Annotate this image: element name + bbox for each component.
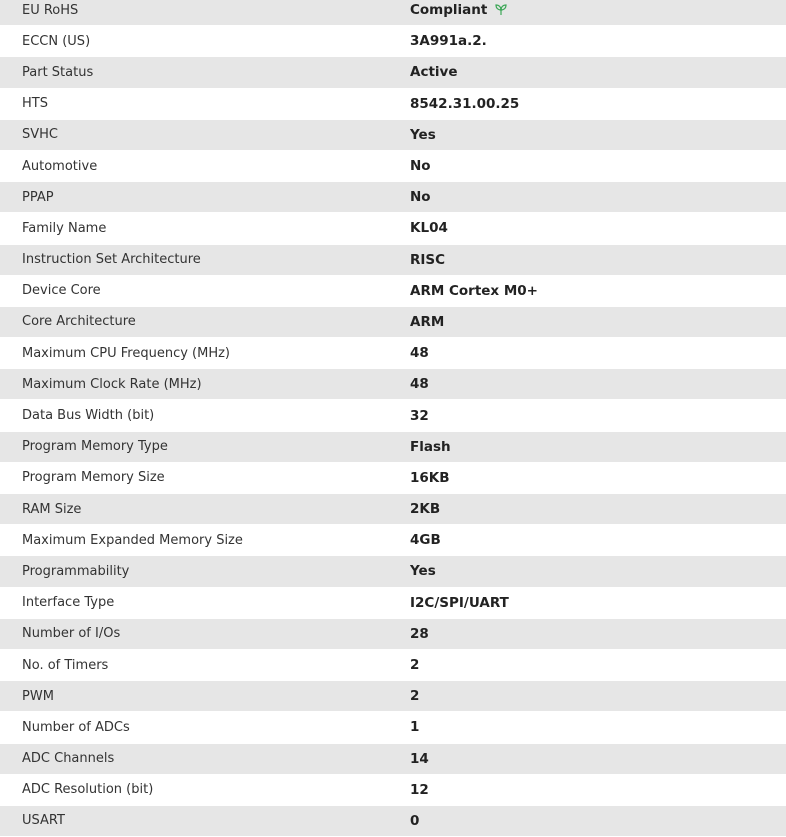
table-row [0,182,786,213]
spec-label: Core Architecture [22,314,136,330]
leaf-icon [494,4,508,16]
spec-value: ARM [410,313,445,330]
table-row [0,307,786,338]
spec-label: Part Status [22,64,94,80]
spec-value: 28 [410,625,429,642]
table-row [0,432,786,463]
spec-value: 12 [410,781,429,798]
spec-value-cell [410,813,786,829]
spec-value: I2C/SPI/UART [410,594,509,611]
spec-value-cell [410,33,786,49]
spec-label: Program Memory Type [22,439,168,455]
spec-value: No [410,158,431,175]
spec-label: EU RoHS [22,2,79,18]
spec-value-cell [410,719,786,735]
table-row [0,276,786,307]
table-row [0,775,786,806]
spec-value: 32 [410,407,429,424]
spec-label: PPAP [22,189,54,205]
table-row [0,0,786,26]
table-row [0,681,786,712]
spec-value-cell [410,595,786,611]
spec-label: SVHC [22,127,58,143]
spec-value: 8542.31.00.25 [410,95,520,112]
spec-value: 4GB [410,532,441,549]
spec-value: Flash [410,438,451,455]
spec-value-cell [410,376,786,392]
spec-value: 3A991a.2. [410,33,487,50]
spec-label: Maximum Clock Rate (MHz) [22,376,202,392]
spec-value: 48 [410,376,429,393]
spec-value: Yes [410,126,436,143]
spec-value-cell [410,158,786,174]
spec-value-cell [410,2,786,18]
spec-label: PWM [22,688,54,704]
spec-value-cell [410,314,786,330]
spec-value-cell [410,408,786,424]
spec-value: 2 [410,657,420,674]
table-row [0,712,786,743]
spec-value-cell [410,657,786,673]
spec-value-cell [410,220,786,236]
table-row [0,213,786,244]
table-row [0,556,786,587]
spec-value: 16KB [410,469,450,486]
spec-value: 2KB [410,501,441,518]
spec-value: 48 [410,345,429,362]
spec-value-cell [410,626,786,642]
table-row [0,806,786,837]
table-row [0,400,786,431]
spec-value-cell [410,189,786,205]
spec-label: No. of Timers [22,657,109,673]
table-row [0,369,786,400]
spec-value-cell [410,96,786,112]
spec-value-cell [410,283,786,299]
spec-label: Programmability [22,563,130,579]
spec-label: Data Bus Width (bit) [22,408,155,424]
table-row [0,26,786,57]
spec-value: ARM Cortex M0+ [410,282,538,299]
spec-value: Yes [410,563,436,580]
spec-value: 14 [410,750,429,767]
spec-value: Active [410,64,458,81]
spec-value-cell [410,563,786,579]
spec-label: Instruction Set Architecture [22,252,201,268]
table-row [0,151,786,182]
spec-value-cell [410,751,786,767]
table-row [0,89,786,120]
spec-value-cell [410,470,786,486]
spec-label: HTS [22,96,48,112]
spec-label: Program Memory Size [22,470,165,486]
table-row [0,338,786,369]
table-row [0,494,786,525]
spec-value: 1 [410,719,420,736]
spec-value: 0 [410,812,420,829]
table-row [0,525,786,556]
spec-value-cell [410,532,786,548]
spec-label: ADC Resolution (bit) [22,782,154,798]
table-row [0,588,786,619]
spec-label: Number of I/Os [22,626,121,642]
spec-label: Maximum Expanded Memory Size [22,532,243,548]
spec-label: Device Core [22,283,101,299]
spec-label: Family Name [22,220,107,236]
spec-value-cell [410,252,786,268]
spec-label: USART [22,813,65,829]
spec-value: 2 [410,688,420,705]
spec-label: Maximum CPU Frequency (MHz) [22,345,230,361]
table-row [0,744,786,775]
spec-value-cell [410,782,786,798]
spec-label: ADC Channels [22,751,115,767]
table-row [0,57,786,88]
spec-label: RAM Size [22,501,82,517]
spec-value-cell [410,501,786,517]
spec-label: Automotive [22,158,98,174]
table-row [0,120,786,151]
spec-value-cell [410,64,786,80]
spec-value: KL04 [410,220,448,237]
table-row [0,650,786,681]
spec-value: No [410,189,431,206]
table-row [0,619,786,650]
spec-value-cell [410,688,786,704]
spec-value: Compliant [410,2,488,19]
table-row [0,463,786,494]
spec-value-cell [410,127,786,143]
spec-label: Number of ADCs [22,719,130,735]
spec-value: RISC [410,251,446,268]
spec-label: Interface Type [22,595,115,611]
spec-label: ECCN (US) [22,33,91,49]
spec-value-cell [410,439,786,455]
spec-value-cell [410,345,786,361]
table-row [0,245,786,276]
